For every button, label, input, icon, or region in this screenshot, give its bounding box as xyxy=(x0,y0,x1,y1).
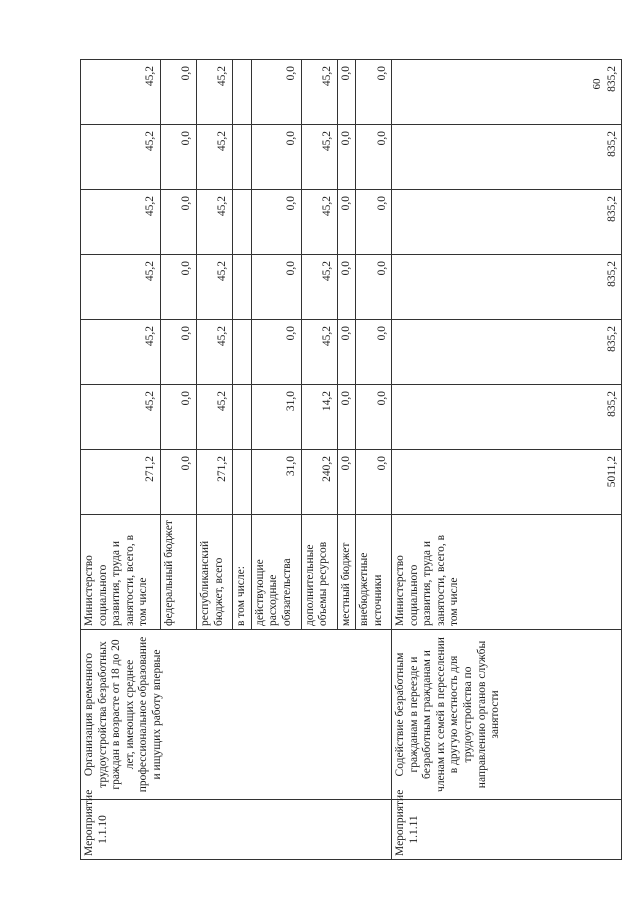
source-label: федеральный бюджет xyxy=(161,515,197,630)
value-cell: 5011,2 xyxy=(392,450,622,515)
table-row xyxy=(81,60,161,860)
value-cell: 0,0 xyxy=(161,125,197,190)
value-cell: 45,2 xyxy=(81,255,161,320)
value-cell: 0,0 xyxy=(161,385,197,450)
value-cell: 0,0 xyxy=(356,255,392,320)
value-cell: 45,2 xyxy=(301,125,337,190)
value-cell: 0,0 xyxy=(356,60,392,125)
value-cell: 31,0 xyxy=(251,385,301,450)
value-cell: 45,2 xyxy=(197,255,233,320)
value-cell: 0,0 xyxy=(337,255,356,320)
value-cell: 0,0 xyxy=(251,60,301,125)
value-cell: 0,0 xyxy=(161,255,197,320)
value-cell: 0,0 xyxy=(337,450,356,515)
value-cell: 0,0 xyxy=(356,190,392,255)
value-cell: 31,0 xyxy=(251,450,301,515)
value-cell: 835,2 xyxy=(392,255,622,320)
value-cell: 0,0 xyxy=(161,450,197,515)
value-cell: 45,2 xyxy=(301,255,337,320)
source-label: в том числе: xyxy=(233,515,252,630)
value-cell xyxy=(233,450,252,515)
value-cell: 0,0 xyxy=(337,190,356,255)
value-cell: 0,0 xyxy=(251,255,301,320)
source-label: республиканский бюджет, всего xyxy=(197,515,233,630)
value-cell: 0,0 xyxy=(161,190,197,255)
value-cell: 45,2 xyxy=(197,60,233,125)
value-cell: 45,2 xyxy=(197,125,233,190)
value-cell xyxy=(233,255,252,320)
value-cell: 0,0 xyxy=(337,60,356,125)
value-cell xyxy=(233,385,252,450)
value-cell: 0,0 xyxy=(251,125,301,190)
value-cell: 0,0 xyxy=(356,125,392,190)
value-cell: 45,2 xyxy=(81,60,161,125)
value-cell xyxy=(233,320,252,385)
value-cell: 0,0 xyxy=(161,320,197,385)
value-cell: 0,0 xyxy=(337,385,356,450)
value-cell: 0,0 xyxy=(161,60,197,125)
value-cell: 45,2 xyxy=(301,60,337,125)
value-cell: 45,2 xyxy=(197,190,233,255)
value-cell xyxy=(233,125,252,190)
value-cell: 45,2 xyxy=(81,190,161,255)
source-label: дополнительные объемы ресурсов xyxy=(301,515,337,630)
executor-cell: Министерство социального развития, труда и занятости, всего, в том числе xyxy=(81,515,161,630)
value-cell: 240,2 xyxy=(301,450,337,515)
value-cell: 45,2 xyxy=(301,190,337,255)
value-cell: 0,0 xyxy=(337,320,356,385)
rotated-table-container xyxy=(80,65,620,860)
value-cell: 45,2 xyxy=(301,320,337,385)
value-cell: 271,2 xyxy=(197,450,233,515)
value-cell: 835,2 xyxy=(392,60,622,125)
value-cell: 0,0 xyxy=(251,320,301,385)
value-cell xyxy=(233,190,252,255)
executor-cell: Министерство социального развития, труда и занятости, всего, в том числе xyxy=(392,515,622,630)
measure-name: Содействие безработным гражданам в переезде и безработным гражданам и членам их семей в переселении в другую местность для трудоустройства по направлению органов службы занятости xyxy=(392,630,622,800)
value-cell xyxy=(233,60,252,125)
table-row xyxy=(392,60,622,860)
value-cell: 835,2 xyxy=(392,125,622,190)
value-cell: 0,0 xyxy=(251,190,301,255)
value-cell: 271,2 xyxy=(81,450,161,515)
page-number: 60 xyxy=(591,78,603,90)
value-cell: 45,2 xyxy=(81,125,161,190)
value-cell: 0,0 xyxy=(356,385,392,450)
measure-code: Мероприятие 1.1.11 xyxy=(392,800,622,860)
budget-table xyxy=(80,59,622,860)
measure-code: Мероприятие 1.1.10 xyxy=(81,800,392,860)
value-cell: 45,2 xyxy=(81,385,161,450)
source-label: действующие расходные обязательства xyxy=(251,515,301,630)
value-cell: 14,2 xyxy=(301,385,337,450)
value-cell: 0,0 xyxy=(356,320,392,385)
value-cell: 45,2 xyxy=(81,320,161,385)
value-cell: 0,0 xyxy=(356,450,392,515)
value-cell: 45,2 xyxy=(197,320,233,385)
measure-name: Организация временного трудоустройства безработных граждан в возрасте от 18 до 20 лет, имеющих среднее профессиональное образование и ищущих работу впервые xyxy=(81,630,392,800)
value-cell: 0,0 xyxy=(337,125,356,190)
value-cell: 835,2 xyxy=(392,190,622,255)
source-label: внебюджетные источники xyxy=(356,515,392,630)
value-cell: 835,2 xyxy=(392,320,622,385)
value-cell: 835,2 xyxy=(392,385,622,450)
source-label: местный бюджет xyxy=(337,515,356,630)
value-cell: 45,2 xyxy=(197,385,233,450)
